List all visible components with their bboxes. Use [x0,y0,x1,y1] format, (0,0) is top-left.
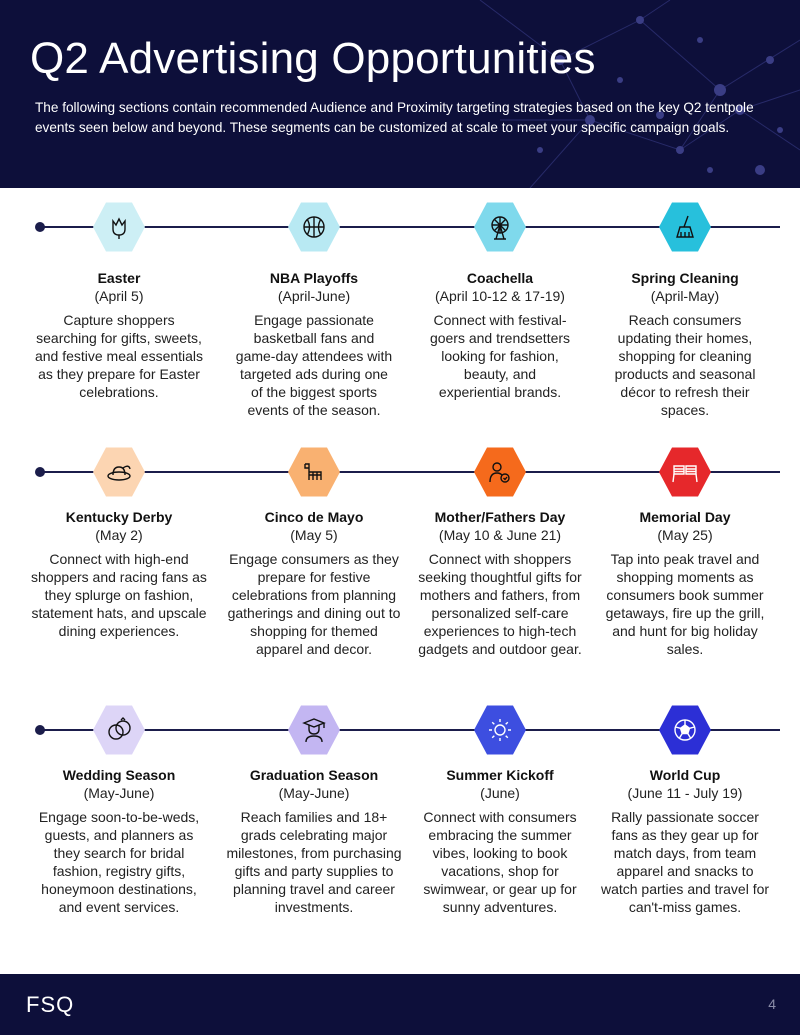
event-date: (June 11 - July 19) [627,785,743,801]
event-title: Summer Kickoff [446,767,554,783]
event-card-coachella [407,269,593,401]
timeline-start-dot [35,222,45,232]
event-title: Easter [97,270,141,286]
event-title: Memorial Day [639,509,731,525]
page-title: Q2 Advertising Opportunities [30,34,596,83]
event-title: Wedding Season [62,767,176,783]
event-date: (April-May) [650,288,720,304]
intro-text: The following sections contain recommended Audience and Proximity targeting strategies based on the key Q2 tentpole events seen below and beyond. These segments can be customized at scale to meet your specific campaign goals. [35,100,754,135]
event-card-graduation-season [221,766,407,916]
event-card-mother-fathers-day [407,508,593,658]
event-card-summer-kickoff [407,766,593,916]
event-description: Connect with consumers embracing the summer vibes, looking to book vacations, shop for swimwear, or gear up for sunny adventures. [423,809,577,915]
footer-bar [0,974,800,1035]
event-card-spring-cleaning [592,269,778,419]
event-description: Capture shoppers searching for gifts, sweets, and festive meal essentials as they prepare for Easter celebrations. [34,312,204,400]
event-description: Connect with festival-goers and trendsetters looking for fashion, beauty, and experiential brands. [429,312,571,400]
page-number: 4 [768,996,776,1012]
event-card-cinco-de-mayo [221,508,407,658]
header-banner [0,0,800,188]
network-pattern-graphic [440,0,800,188]
event-description: Tap into peak travel and shopping moments as consumers book summer getaways, fire up the grill, and hunt for big holiday sales. [605,551,765,657]
event-card-kentucky-derby [26,508,212,640]
event-title: Kentucky Derby [65,509,173,525]
event-description: Engage passionate basketball fans and game-day attendees with targeted ads during one of the biggest sports events of the season. [235,312,393,418]
event-title: Coachella [466,270,534,286]
event-description: Engage consumers as they prepare for festive celebrations from planning gatherings and dining out to shopping for themed apparel and decor. [227,551,401,657]
event-date: (May 2) [95,527,143,543]
event-date: (May 10 & June 21) [438,527,562,543]
event-title: Cinco de Mayo [264,509,364,525]
event-title: Mother/Fathers Day [434,509,566,525]
event-title: World Cup [649,767,721,783]
event-card-memorial-day [592,508,778,658]
timeline-start-dot [35,725,45,735]
event-date: (April-June) [277,288,351,304]
event-date: (April 5) [94,288,144,304]
event-description: Connect with high-end shoppers and racing fans as they splurge on fashion, statement hats, and upscale dining experiences. [31,551,207,639]
event-card-wedding-season [26,766,212,916]
event-card-nba-playoffs [221,269,407,419]
event-date: (May-June) [83,785,155,801]
event-description: Reach consumers updating their homes, shopping for cleaning products and seasonal décor to refresh their spaces. [614,312,756,418]
event-date: (May-June) [278,785,350,801]
timeline-start-dot [35,467,45,477]
event-title: Graduation Season [249,767,379,783]
event-description: Connect with shoppers seeking thoughtful gifts for mothers and fathers, from personalized self-care experiences to high-tech gadgets and outdoor gear. [418,551,582,657]
event-card-easter [26,269,212,401]
event-card-world-cup [592,766,778,916]
event-title: Spring Cleaning [631,270,739,286]
event-date: (June) [480,785,520,801]
event-description: Reach families and 18+ grads celebrating major milestones, from purchasing gifts and party supplies to planning travel and career investments. [226,809,402,915]
event-date: (May 5) [290,527,338,543]
event-date: (May 25) [657,527,713,543]
event-title: NBA Playoffs [269,270,359,286]
event-description: Rally passionate soccer fans as they gear up for match days, from team apparel and snacks to watch parties and travel for can't-miss games. [600,809,770,915]
event-date: (April 10-12 & 17-19) [435,288,565,304]
event-description: Engage soon-to-be-weds, guests, and planners as they search for bridal fashion, registry gifts, honeymoon destinations, and event services. [38,809,200,915]
brand-logo: FSQ [26,992,75,1017]
